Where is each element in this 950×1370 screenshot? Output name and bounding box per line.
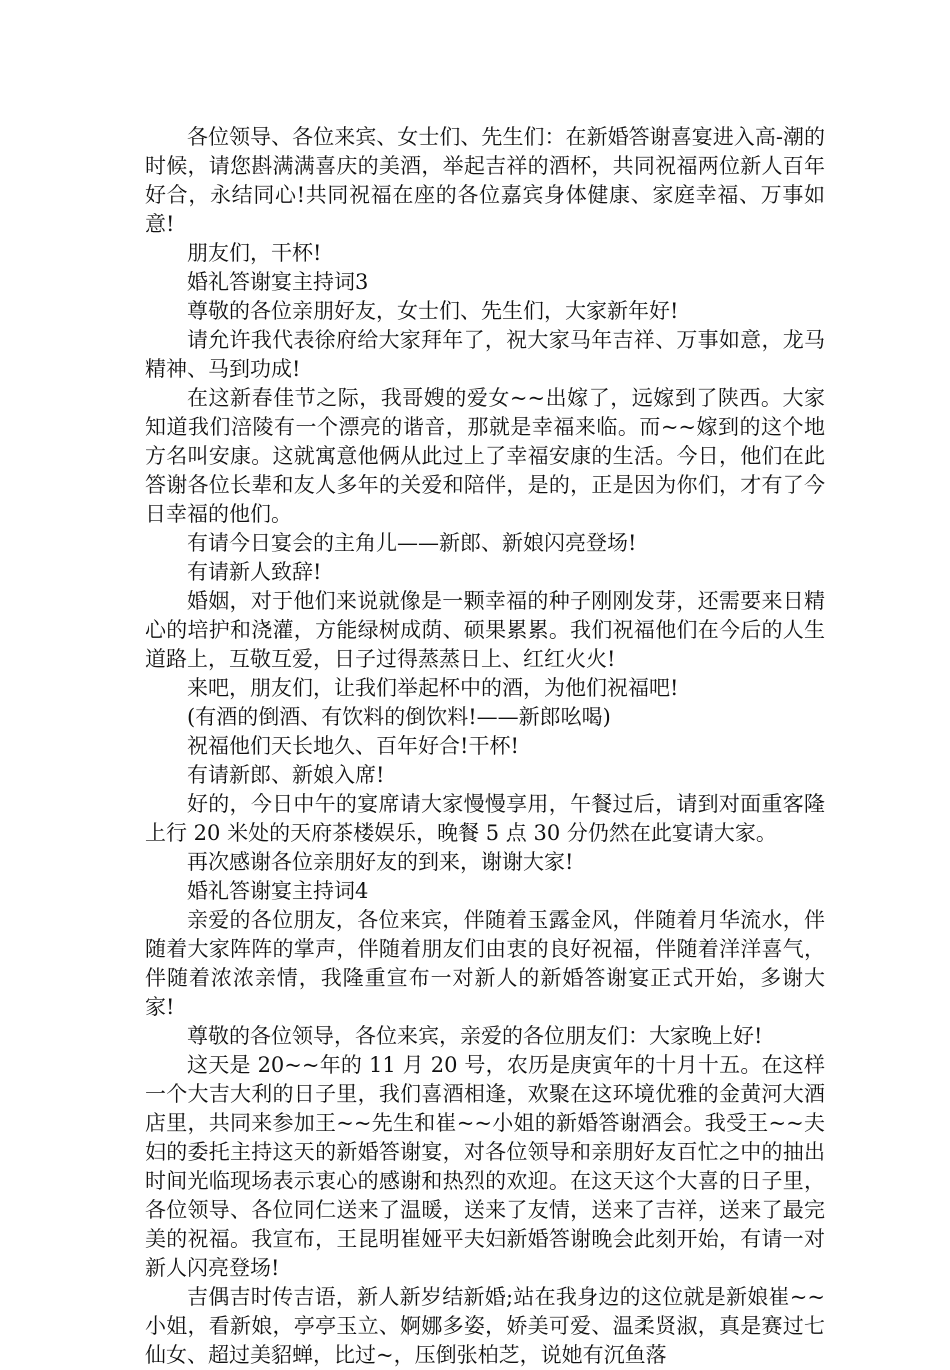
- paragraph: 有请今日宴会的主角儿——新郎、新娘闪亮登场!: [187, 531, 637, 555]
- paragraph: 祝福他们天长地久、百年好合!干杯!: [187, 734, 519, 758]
- paragraph: 再次感谢各位亲朋好友的到来，谢谢大家!: [187, 850, 574, 874]
- paragraph: 尊敬的各位亲朋好友，女士们、先生们，大家新年好!: [187, 299, 679, 323]
- section-heading: 婚礼答谢宴主持词4: [187, 879, 369, 903]
- paragraph: 有请新人致辞!: [187, 560, 322, 584]
- paragraph: 有请新郎、新娘入席!: [187, 763, 385, 787]
- document-body: [145, 123, 825, 1370]
- paragraph: 这天是 20~~年的 11 月 20 号，农历是庚寅年的十月十五。在这样一个大吉大利的日子里，我们喜酒相逢，欢聚在这环境优雅的金黄河大酒店里，共同来参加王~~先生和崔~~小姐的新婚答谢酒会。我受王~~夫妇的委托主持这天的新婚答谢宴，对各位领导和亲朋好友百忙之中的抽出时间光临现场表示衷心的感谢和热烈的欢迎。在这天这个大喜的日子里，各位领导、各位同仁送来了温暖，送来了友情，送来了吉祥，送来了最完美的祝福。我宣布，王昆明崔娅平夫妇新婚答谢晚会此刻开始，有请一对新人闪亮登场!: [145, 1053, 825, 1280]
- paragraph: 来吧，朋友们，让我们举起杯中的酒，为他们祝福吧!: [187, 676, 679, 700]
- paragraph: (有酒的倒酒、有饮料的倒饮料!——新郎吆喝): [187, 705, 611, 729]
- paragraph: 朋友们，干杯!: [187, 241, 322, 265]
- section-heading: 婚礼答谢宴主持词3: [187, 270, 369, 294]
- paragraph: 尊敬的各位领导，各位来宾，亲爱的各位朋友们：大家晚上好!: [187, 1024, 763, 1048]
- paragraph: 各位领导、各位来宾、女士们、先生们：在新婚答谢喜宴进入高-潮的时候，请您斟满满喜庆的美酒，举起吉祥的酒杯，共同祝福两位新人百年好合，永结同心!共同祝福在座的各位嘉宾身体健康、家庭幸福、万事如意!: [145, 125, 825, 236]
- paragraph: 好的，今日中午的宴席请大家慢慢享用，午餐过后，请到对面重客隆上行 20 米处的天府茶楼娱乐，晚餐 5 点 30 分仍然在此宴请大家。: [145, 792, 825, 845]
- paragraph: 在这新春佳节之际，我哥嫂的爱女~~出嫁了，远嫁到了陕西。大家知道我们涪陵有一个漂亮的谐音，那就是幸福来临。而~~嫁到的这个地方名叫安康。这就寓意他俩从此过上了幸福安康的生活。今日，他们在此答谢各位长辈和友人多年的关爱和陪伴，是的，正是因为你们，才有了今日幸福的他们。: [145, 386, 825, 526]
- paragraph: 吉偶吉时传吉语，新人新岁结新婚;站在我身边的这位就是新娘崔~~小姐，看新娘，亭亭玉立、婀娜多姿，娇美可爱、温柔贤淑，真是赛过七仙女、超过美貂蝉，比过~，压倒张柏芝，说她有沉鱼落: [145, 1285, 825, 1367]
- paragraph: 婚姻，对于他们来说就像是一颗幸福的种子刚刚发芽，还需要来日精心的培护和浇灌，方能绿树成荫、硕果累累。我们祝福他们在今后的人生道路上，互敬互爱，日子过得蒸蒸日上、红红火火!: [145, 589, 825, 671]
- paragraph: 亲爱的各位朋友，各位来宾，伴随着玉露金风，伴随着月华流水，伴随着大家阵阵的掌声，伴随着朋友们由衷的良好祝福，伴随着洋洋喜气，伴随着浓浓亲情，我隆重宣布一对新人的新婚答谢宴正式开始，多谢大家!: [145, 908, 825, 1019]
- paragraph: 请允许我代表徐府给大家拜年了，祝大家马年吉祥、万事如意，龙马精神、马到功成!: [145, 328, 825, 381]
